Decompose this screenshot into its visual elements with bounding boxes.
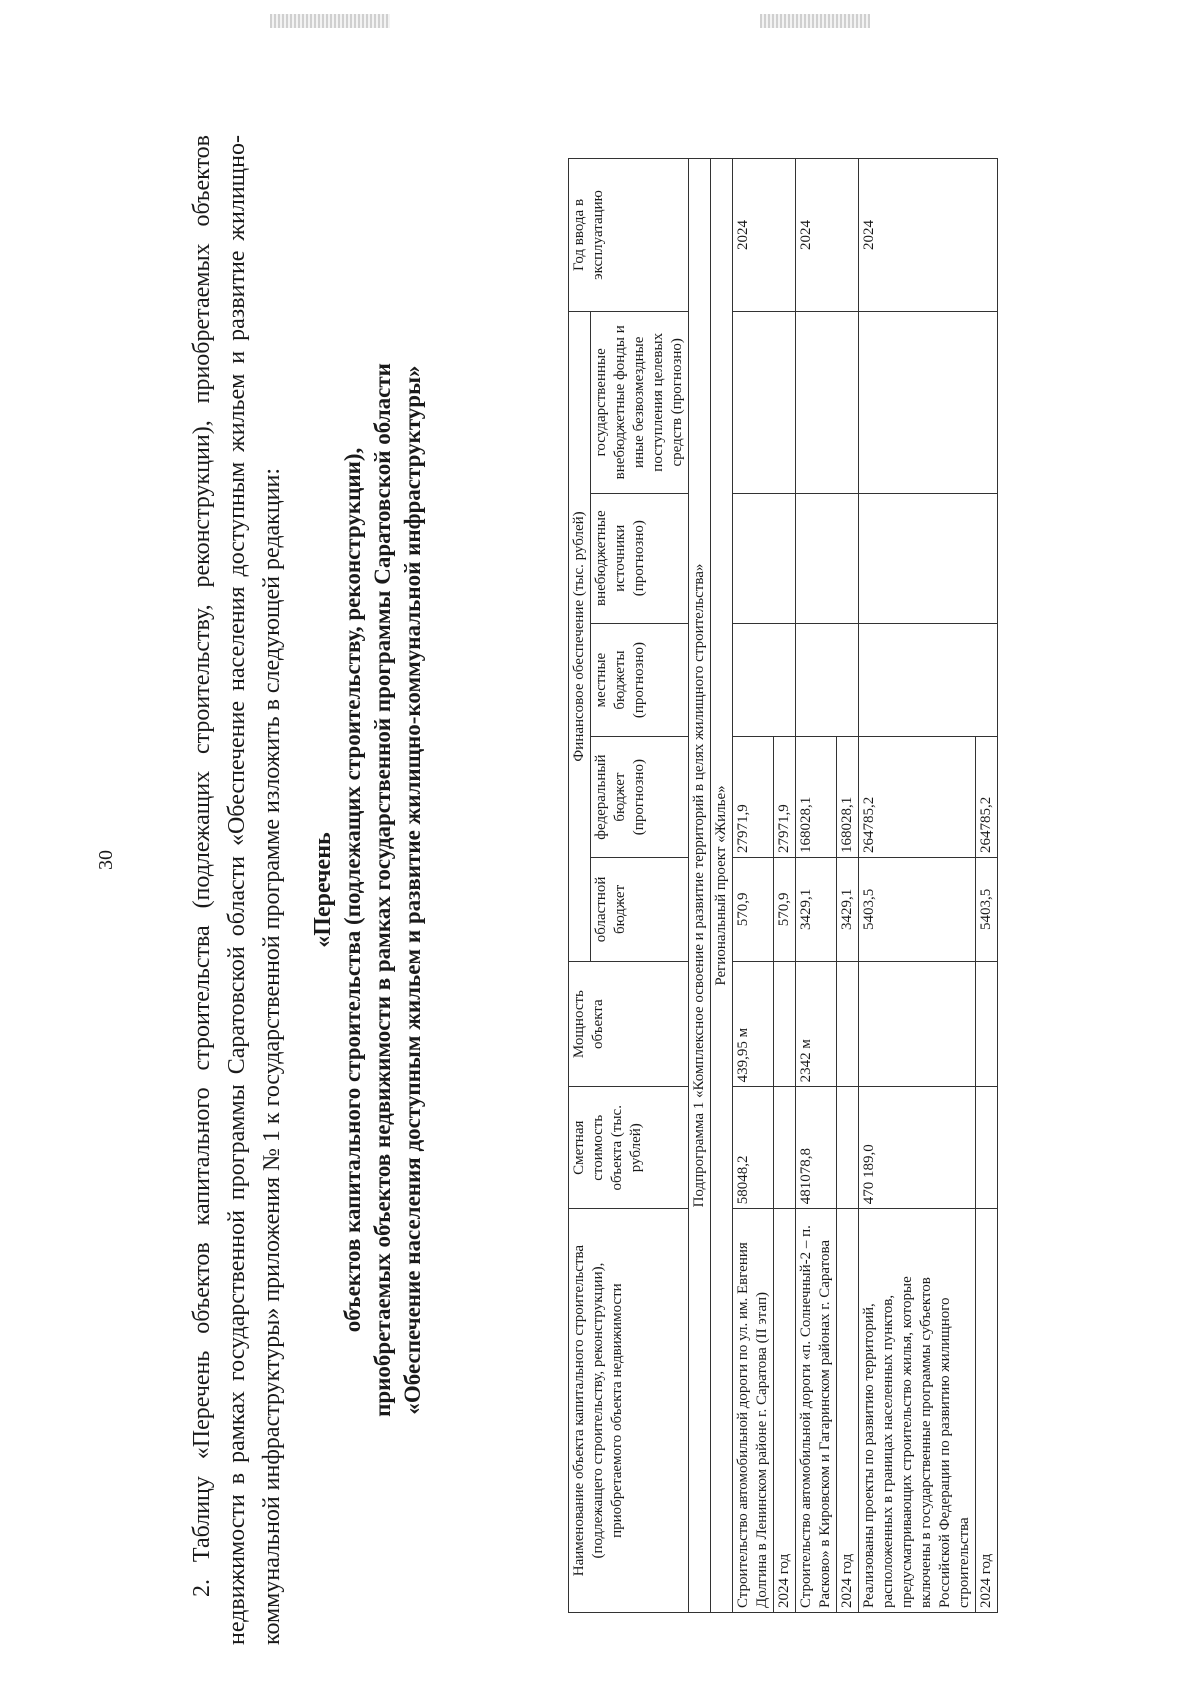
object-capacity: 2342 м [796, 961, 837, 1086]
header-year: Год ввода в эксплуатацию [569, 159, 689, 312]
regional-budget: 3429,1 [796, 857, 837, 961]
period-label: 2024 год [774, 1209, 796, 1613]
local-budget [733, 623, 796, 736]
funds-budget [796, 311, 859, 493]
federal-budget: 27971,9 [733, 737, 774, 858]
commission-year: 2024 [859, 159, 998, 312]
table-row [796, 159, 837, 1613]
table-row [733, 159, 774, 1613]
object-name: Реализованы проекты по развитию территорий, расположенных в границах населенных пунктов, предусматривающих строительство жилья, которые включены в государственные программы субъектов Российской Федерации по развитию жилищного строительства [859, 1209, 976, 1613]
local-budget [796, 623, 859, 736]
federal-budget: 264785,2 [859, 737, 976, 858]
table-row [859, 159, 976, 1613]
header-name: Наименование объекта капитального строительства (подлежащего строительству, реконструкции), приобретаемого объекта недвижимости [569, 1209, 689, 1613]
extra-budget [733, 493, 796, 623]
period-cost [976, 1087, 998, 1209]
subsection-row [711, 159, 733, 1613]
commission-year: 2024 [796, 159, 859, 312]
period-capacity [976, 961, 998, 1086]
list-heading [308, 135, 428, 1645]
intro-text: 2. Таблицу «Перечень объектов капитального строительства (подлежащих строительству, реконструкции), приобретаемых объектов недвижимости в рамках государственной программы Саратовской области «Обеспечение населения доступным жильем и развитие жилищно-коммунальной инфраструктуры» приложения № 1 к государственной программе изложить в следующей редакции: [189, 135, 285, 1645]
local-budget [859, 623, 998, 736]
section-title: Подпрограмма 1 «Комплексное освоение и развитие территорий в целях жилищного строительства» [689, 159, 711, 1613]
header-federal: федеральный бюджет (прогнозно) [591, 737, 689, 858]
object-cost: 470 189,0 [859, 1087, 976, 1209]
object-cost: 481078,8 [796, 1087, 837, 1209]
object-name: Строительство автомобильной дороги по ул. им. Евгения Долгина в Ленинском районе г. Саратова (II этап) [733, 1209, 774, 1613]
object-cost: 58048,2 [733, 1087, 774, 1209]
heading-line-1: «Перечень [310, 832, 336, 948]
commission-year: 2024 [733, 159, 796, 312]
period-regional: 570,9 [774, 857, 796, 961]
header-regional: областной бюджет [591, 857, 689, 961]
period-regional: 3429,1 [837, 857, 859, 961]
federal-budget: 168028,1 [796, 737, 837, 858]
extra-budget [859, 493, 998, 623]
scan-artifact [760, 14, 870, 28]
funds-budget [859, 311, 998, 493]
period-federal: 168028,1 [837, 737, 859, 858]
extra-budget [796, 493, 859, 623]
period-federal: 27971,9 [774, 737, 796, 858]
period-regional: 5403,5 [976, 857, 998, 961]
object-capacity [859, 961, 976, 1086]
header-capacity: Мощность объекта [569, 961, 689, 1086]
funds-budget [733, 311, 796, 493]
regional-budget: 5403,5 [859, 857, 976, 961]
object-capacity: 439,95 м [733, 961, 774, 1086]
header-extrabudget: внебюджетные источники (прогнозно) [591, 493, 689, 623]
period-label: 2024 год [976, 1209, 998, 1613]
header-local: местные бюджеты (прогнозно) [591, 623, 689, 736]
section-row [689, 159, 711, 1613]
object-name: Строительство автомобильной дороги «п. Солнечный-2 – п. Расково» в Кировском и Гагаринском районах г. Саратова [796, 1209, 837, 1613]
header-funds: государственные внебюджетные фонды и иные безвозмездные поступления целевых средств (прогнозно) [591, 311, 689, 493]
header-cost: Сметная стоимость объекта (тыс. рублей) [569, 1087, 689, 1209]
period-capacity [837, 961, 859, 1086]
period-cost [837, 1087, 859, 1209]
page-number: 30 [95, 850, 117, 870]
heading-line-4: «Обеспечение населения доступным жильем и развитие жилищно-коммунальной инфраструктуры» [400, 365, 425, 1415]
subsection-title: Региональный проект «Жилье» [711, 159, 733, 1613]
header-row [569, 159, 591, 1613]
period-cost [774, 1087, 796, 1209]
period-capacity [774, 961, 796, 1086]
scan-artifact [270, 14, 390, 28]
period-label: 2024 год [837, 1209, 859, 1613]
objects-table [568, 158, 998, 1613]
header-finance: Финансовое обеспечение (тыс. рублей) [569, 311, 591, 961]
period-federal: 264785,2 [976, 737, 998, 858]
intro-paragraph [185, 135, 290, 1645]
heading-line-3: приобретаемых объектов недвижимости в рамках государственной программы Саратовской области [370, 363, 395, 1417]
heading-line-2: объектов капитального строительства (подлежащих строительству, реконструкции), [340, 447, 365, 1333]
regional-budget: 570,9 [733, 857, 774, 961]
rotated-page [185, 135, 1065, 1645]
